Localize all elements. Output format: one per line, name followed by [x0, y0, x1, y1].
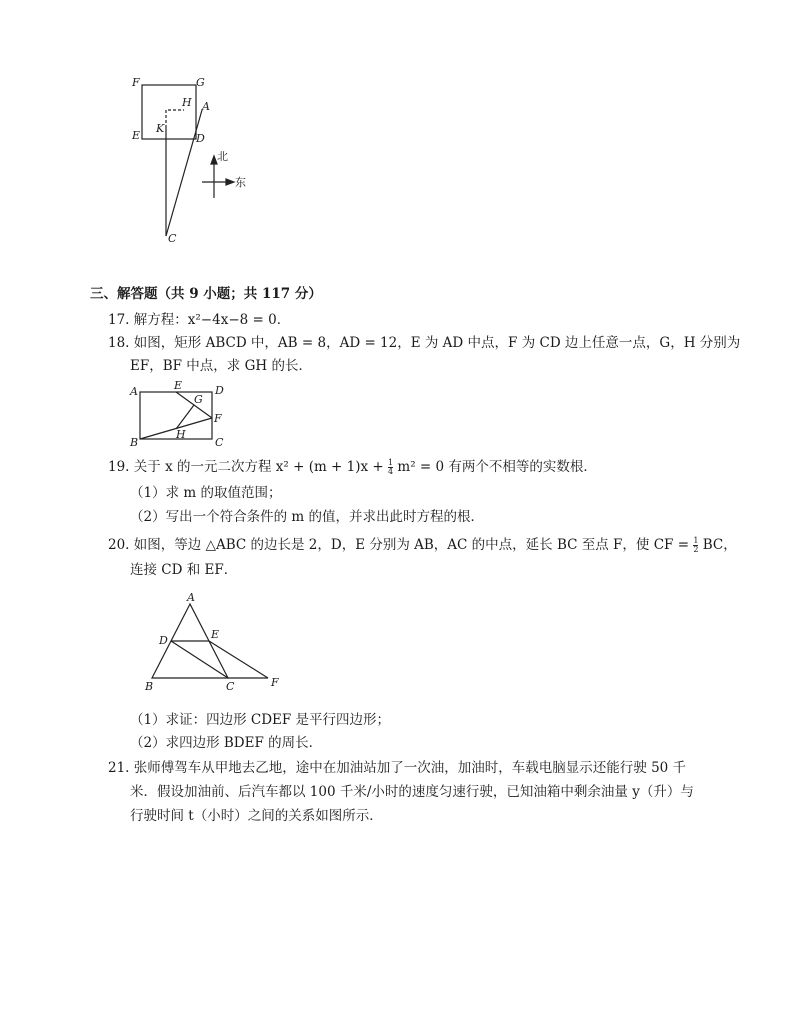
label-H: H [182, 96, 192, 109]
square-efgh [142, 85, 196, 139]
q19-text-b: m² = 0 有两个不相等的实数根． [397, 459, 597, 475]
label-G: G [194, 393, 203, 406]
compass-north: 北 [217, 150, 228, 163]
label-D: D [215, 384, 224, 397]
label-C: C [215, 436, 224, 448]
label-F: F [214, 412, 222, 425]
q19-text-a: 关于 x 的一元二次方程 x² + (m + 1)x + [133, 459, 389, 475]
q18-line1 [108, 333, 740, 353]
q19-fraction [388, 459, 393, 476]
q20-line1 [108, 535, 737, 555]
q20-figure [140, 592, 290, 694]
dashed-path [166, 110, 184, 128]
q19-sub2: （2）写出一个符合条件的 m 的值，并求出此时方程的根． [130, 509, 484, 525]
q18-text-1: 如图，矩形 ABCD 中，AB = 8，AD = 12，E 为 AD 中点，F 为 CD 边上任意一点，G，H 分别为 [133, 335, 741, 351]
q20-frac-num: 1 [693, 536, 699, 545]
label-E: E [132, 129, 141, 142]
q21-line1 [108, 758, 686, 778]
label-D: D [159, 634, 168, 647]
section-title: 三、解答题（共 9 小题；共 117 分） [90, 286, 322, 302]
segment-ac [166, 110, 202, 236]
q17 [108, 310, 290, 330]
segment-cd [171, 641, 228, 678]
q20-text-a: 如图，等边 △ABC 的边长是 2，D，E 分别为 AB，AC 的中点，延长 BC 至点 F，使 CF = [133, 537, 694, 553]
label-A: A [187, 592, 195, 604]
label-K: K [156, 122, 165, 135]
q20-number: 20. [108, 537, 130, 553]
label-F: F [132, 76, 140, 89]
q20-frac-den: 2 [693, 545, 699, 554]
compass-east: 东 [235, 176, 246, 189]
label-C: C [168, 232, 177, 245]
label-E: E [174, 380, 183, 392]
q21-line2: 米．假设加油前、后汽车都以 100 千米/小时的速度匀速行驶，已知油箱中剩余油量 y（升）与 [130, 784, 694, 800]
q21-line3: 行驶时间 t（小时）之间的关系如图所示． [130, 808, 383, 824]
q20-fraction [693, 537, 698, 554]
q19-frac-num: 1 [388, 458, 394, 467]
label-E: E [211, 628, 220, 641]
q19-sub1: （1）求 m 的取值范围； [130, 485, 282, 501]
top-figure [120, 68, 260, 248]
label-B: B [130, 436, 139, 448]
label-D: D [196, 132, 205, 145]
label-G: G [196, 76, 205, 89]
q19-frac-den: 4 [388, 467, 394, 476]
q21-number: 21. [108, 760, 130, 776]
q18-number: 18. [108, 335, 130, 351]
label-F: F [271, 676, 279, 689]
q21-text-1: 张师傅驾车从甲地去乙地，途中在加油站加了一次油，加油时，车载电脑显示还能行驶 50 千 [133, 760, 687, 776]
q17-text: 解方程：x²−4x−8 = 0． [133, 312, 291, 328]
q20-line2: 连接 CD 和 EF． [130, 562, 238, 578]
label-A: A [202, 100, 210, 113]
q18-figure [126, 380, 236, 448]
q20-text-b: BC， [702, 537, 737, 553]
label-A: A [130, 385, 138, 398]
compass-east-arrow [226, 179, 234, 185]
q18-line2: EF，BF 中点，求 GH 的长． [130, 358, 312, 374]
q17-number: 17. [108, 312, 130, 328]
label-B: B [145, 680, 154, 693]
label-C: C [226, 680, 235, 693]
q20-sub1: （1）求证：四边形 CDEF 是平行四边形； [130, 712, 391, 728]
q19-line1 [108, 457, 597, 477]
q19-number: 19. [108, 459, 130, 475]
label-H: H [176, 428, 186, 441]
q20-sub2: （2）求四边形 BDEF 的周长． [130, 735, 323, 751]
